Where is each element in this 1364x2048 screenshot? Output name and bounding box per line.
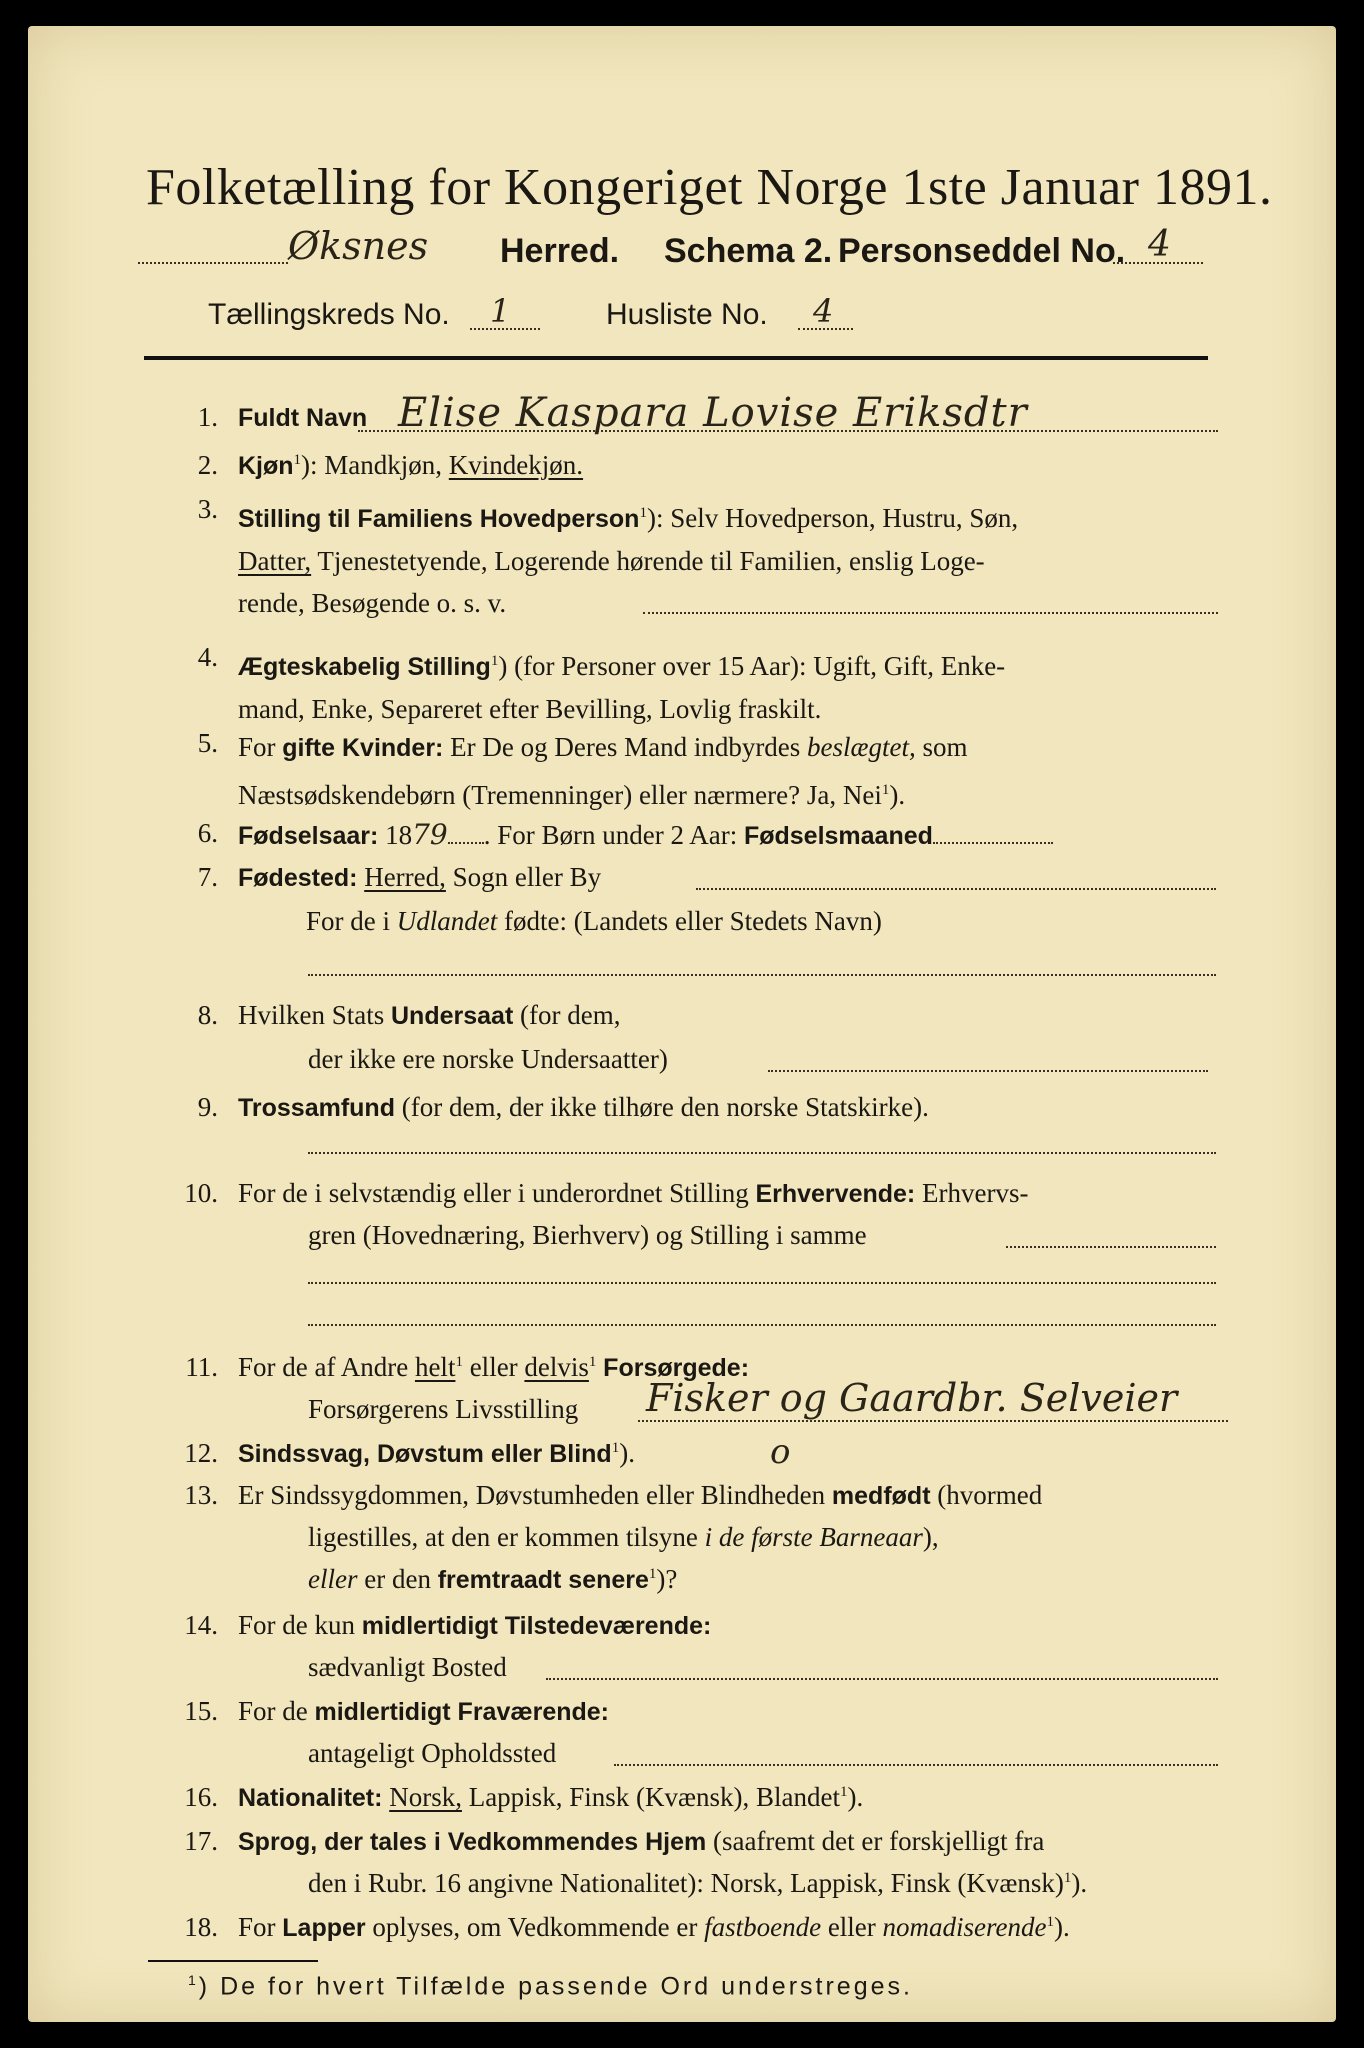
- temp-present-label: midlertidigt Tilstedeværende:: [361, 1612, 712, 1640]
- header-herred-line: [138, 224, 1238, 284]
- marital-status-label: Ægteskabelig Stilling: [238, 653, 491, 681]
- header-rule: [144, 356, 1208, 360]
- subject-question: (for dem,: [513, 1000, 621, 1030]
- nationality-selected: Norsk,: [389, 1782, 462, 1812]
- census-form-sheet: [28, 26, 1336, 2022]
- item-2: [28, 444, 1336, 488]
- footnote-ref: 1: [839, 1784, 848, 1800]
- husliste-label: Husliste No.: [606, 298, 768, 331]
- married-women-pre: For: [238, 732, 283, 762]
- provided-option-delvis: delvis: [524, 1352, 589, 1382]
- provider-occupation-label: Forsørgerens Livsstilling: [308, 1394, 579, 1424]
- married-women-italic: beslægtet,: [807, 732, 916, 762]
- disability-label: Sindssvag, Døvstum eller Blind: [238, 1440, 612, 1468]
- lapp-question: oplyses, om Vedkommende er: [365, 1912, 705, 1942]
- married-women-label: gifte Kvinder:: [282, 734, 444, 762]
- item-number: 11.: [185, 1352, 218, 1382]
- abroad-pre: For de i: [306, 906, 397, 936]
- item-number: 4.: [197, 642, 218, 672]
- item-number: 17.: [184, 1826, 218, 1856]
- item-number: 18.: [184, 1912, 218, 1942]
- kreds-value: 1: [490, 292, 511, 330]
- provided-label: Forsørgede:: [603, 1354, 750, 1382]
- item-number: 8.: [197, 1000, 218, 1030]
- husliste-value: 4: [813, 292, 834, 330]
- item-7: [28, 856, 1336, 976]
- birth-year-label: Fødselsaar:: [238, 822, 379, 850]
- later-label: fremtraadt senere: [437, 1566, 649, 1594]
- family-position-selected: Datter,: [238, 546, 312, 576]
- language-end: ).: [1071, 1868, 1088, 1898]
- footnote-marker: 1: [188, 1972, 199, 1988]
- usual-residence-label: sædvanligt Bosted: [308, 1652, 507, 1682]
- birth-month-question: . For Børn under 2 Aar:: [483, 820, 744, 850]
- later-mid: er den: [357, 1564, 438, 1594]
- birth-year-value: 79: [412, 818, 448, 851]
- disability-end: ).: [619, 1438, 635, 1468]
- item-12: [28, 1432, 1336, 1476]
- item-9: [28, 1086, 1336, 1176]
- later-italic: eller: [308, 1564, 358, 1594]
- item-16: [28, 1776, 1336, 1820]
- item-14: [28, 1604, 1336, 1694]
- item-number: 12.: [184, 1438, 218, 1468]
- lapp-option-nomadiserende: nomadiserende: [882, 1912, 1047, 1942]
- provided-option-helt: helt: [414, 1352, 456, 1382]
- item-number: 13.: [184, 1480, 218, 1510]
- footnote-ref: 1: [611, 1440, 620, 1456]
- temp-present-pre: For de kun: [238, 1610, 362, 1640]
- personseddel-value: 4: [1148, 224, 1171, 265]
- herred-value: Øksnes: [288, 224, 429, 268]
- congenital-pre: Er Sindssygdommen, Døvstumheden eller Blindheden: [238, 1480, 832, 1510]
- item-number: 2.: [197, 450, 218, 480]
- item-18: [28, 1906, 1336, 1950]
- lapp-pre: For: [238, 1912, 283, 1942]
- temp-absent-pre: For de: [238, 1696, 315, 1726]
- footnote-ref: 1: [293, 452, 302, 468]
- marital-status-options: ) (for Personer over 15 Aar): Ugift, Gift, Enke-: [498, 651, 1006, 681]
- item-number: 15.: [184, 1696, 218, 1726]
- occupation-label: Erhvervende:: [755, 1180, 916, 1208]
- married-women-end: ).: [889, 780, 906, 810]
- religion-label: Trossamfund: [238, 1094, 395, 1122]
- subject-question-2: der ikke ere norske Undersaatter): [308, 1044, 668, 1074]
- married-women-question: Er De og Deres Mand indbyrdes: [443, 732, 808, 762]
- full-name-value: Elise Kaspara Lovise Eriksdtr: [398, 390, 1028, 436]
- congenital-question-2: ligestilles, at den er kommen tilsyne: [308, 1522, 705, 1552]
- provider-occupation-value: Fisker og Gaardbr. Selveier: [646, 1376, 1178, 1420]
- language-label: Sprog, der tales i Vedkommendes Hjem: [238, 1828, 707, 1856]
- footnote-rule: [148, 1960, 318, 1962]
- later-end: )?: [656, 1564, 678, 1594]
- form-title: Folketælling for Kongeriget Norge 1ste Januar 1891.: [146, 159, 1273, 216]
- item-17: [28, 1820, 1336, 1910]
- married-women-question-end: som: [915, 732, 968, 762]
- kreds-label: Tællingskreds No.: [208, 298, 450, 331]
- birth-month-label: Fødselsmaaned: [743, 822, 933, 850]
- family-position-options: ): Selv Hovedperson, Hustru, Søn,: [646, 503, 1019, 533]
- footnote-ref: 1: [648, 1566, 657, 1582]
- full-name-label: Fuldt Navn: [238, 404, 368, 432]
- occupation-question-2: gren (Hovednæring, Bierhverv) og Stilling i samme: [308, 1220, 867, 1250]
- footnote: [188, 1972, 913, 2001]
- sex-options: ): Mandkjøn,: [301, 450, 449, 480]
- nationality-end: ).: [847, 1782, 864, 1812]
- lapp-end: ).: [1054, 1912, 1070, 1942]
- item-number: 6.: [197, 818, 218, 848]
- provided-pre: For de af Andre: [238, 1352, 415, 1382]
- item-number: 1.: [197, 402, 218, 432]
- birth-year-prefix: 18: [385, 820, 413, 850]
- congenital-question: (hvormed: [930, 1480, 1043, 1510]
- footnote-text: ) De for hvert Tilfælde passende Ord understreges.: [198, 1972, 913, 2001]
- occupation-pre: For de i selvstændig eller i underordnet Stilling: [238, 1178, 756, 1208]
- sex-label: Kjøn: [238, 452, 294, 480]
- footnote-ref: 1: [1063, 1870, 1072, 1886]
- presumed-residence-label: antageligt Opholdssted: [308, 1738, 557, 1768]
- item-number: 10.: [184, 1178, 218, 1208]
- footnote-ref: 1: [588, 1354, 597, 1370]
- item-15: [28, 1690, 1336, 1780]
- birthplace-label: Fødested:: [238, 864, 358, 892]
- schema-label: Schema 2.: [664, 232, 833, 270]
- item-3: [28, 488, 1336, 622]
- family-position-options-2: Tjenestetyende, Logerende hørende til Familien, enslig Loge-: [311, 546, 985, 576]
- family-position-options-3: rende, Besøgende o. s. v.: [238, 588, 507, 618]
- occupation-question: Erhvervs-: [915, 1178, 1029, 1208]
- footnote-ref: 1: [639, 505, 647, 521]
- personseddel-label: Personseddel No.: [838, 232, 1126, 270]
- item-8: [28, 994, 1336, 1084]
- congenital-end: ),: [922, 1522, 939, 1552]
- birthplace-options: Sogn eller By: [445, 862, 602, 892]
- item-4: [28, 636, 1336, 726]
- subject-pre: Hvilken Stats: [238, 1000, 391, 1030]
- provided-mid: eller: [462, 1352, 525, 1382]
- footnote-ref: 1: [881, 782, 890, 798]
- item-number: 7.: [197, 862, 218, 892]
- item-number: 9.: [197, 1092, 218, 1122]
- item-13: [28, 1474, 1336, 1604]
- abroad-question: fødte: (Landets eller Stedets Navn): [497, 906, 882, 936]
- religion-question: (for dem, der ikke tilhøre den norske Statskirke).: [394, 1092, 929, 1122]
- language-question: (saafremt det er forskjelligt fra: [706, 1826, 1045, 1856]
- disability-value: o: [770, 1432, 791, 1472]
- lapp-option-fastboende: fastboende: [704, 1912, 822, 1942]
- footnote-ref: 1: [455, 1354, 463, 1370]
- item-1: [28, 390, 1336, 444]
- married-women-question-2: Næstsødskendebørn (Tremenninger) eller nærmere? Ja, Nei: [238, 780, 882, 810]
- temp-absent-label: midlertidigt Fraværende:: [314, 1698, 609, 1726]
- nationality-label: Nationalitet:: [238, 1784, 383, 1812]
- lapp-label: Lapper: [282, 1914, 366, 1942]
- subject-label: Undersaat: [391, 1002, 514, 1030]
- item-5: [28, 722, 1336, 812]
- item-10: [28, 1172, 1336, 1332]
- marital-status-options-2: mand, Enke, Separeret efter Bevilling, Lovlig fraskilt.: [238, 694, 822, 724]
- language-options: den i Rubr. 16 angivne Nationalitet): Norsk, Lappisk, Finsk (Kvænsk): [308, 1868, 1064, 1898]
- footnote-ref: 1: [490, 653, 499, 669]
- header-kreds-line: [208, 294, 1108, 344]
- abroad-italic: Udlandet: [396, 906, 498, 936]
- item-11: [28, 1346, 1336, 1436]
- item-number: 5.: [197, 728, 218, 758]
- congenital-label: medfødt: [831, 1482, 931, 1510]
- item-number: 3.: [197, 494, 218, 524]
- item-6: [28, 812, 1336, 856]
- footnote-ref: 1: [1046, 1914, 1054, 1930]
- congenital-italic: i de første Barneaar: [704, 1522, 923, 1552]
- nationality-options: Lappisk, Finsk (Kvænsk), Blandet: [461, 1782, 840, 1812]
- lapp-mid: eller: [821, 1912, 883, 1942]
- sex-selected: Kvindekjøn.: [448, 450, 584, 480]
- item-number: 14.: [184, 1610, 218, 1640]
- family-position-label: Stilling til Familiens Hovedperson: [238, 505, 640, 533]
- herred-label: Herred.: [500, 232, 620, 270]
- birthplace-selected: Herred,: [364, 862, 446, 892]
- item-number: 16.: [184, 1782, 218, 1812]
